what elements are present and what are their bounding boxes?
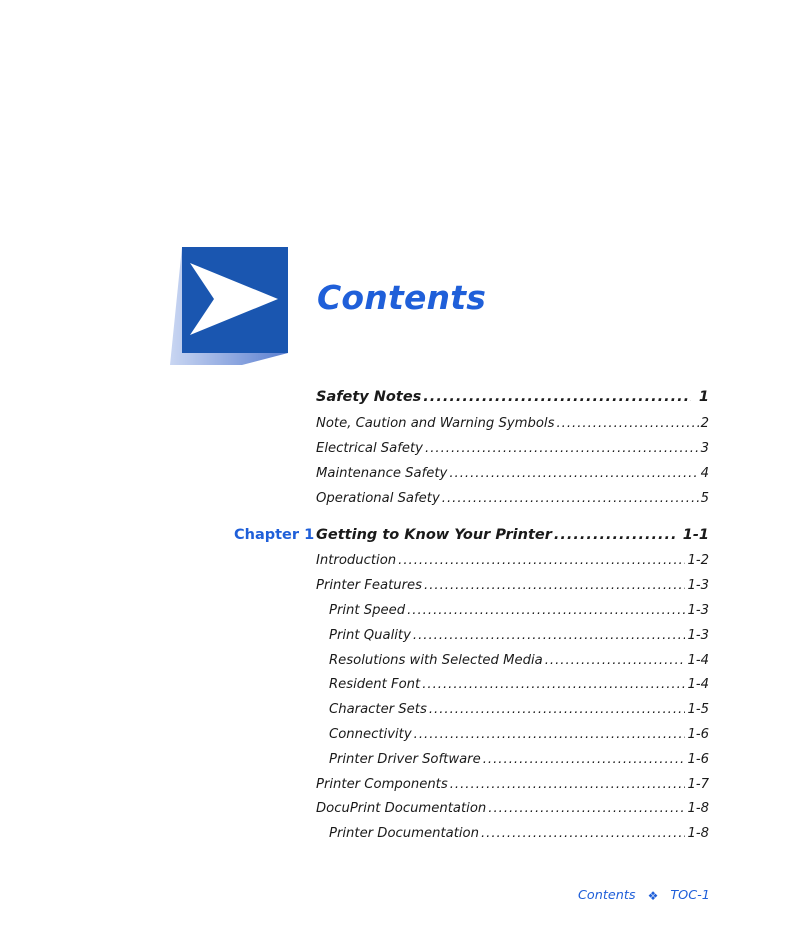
toc-entry[interactable] <box>329 702 709 720</box>
toc-entry[interactable] <box>316 578 709 596</box>
toc-entry[interactable] <box>316 466 709 484</box>
toc-entry-label: Print Quality <box>329 628 411 643</box>
toc-entry[interactable] <box>329 826 709 844</box>
toc-entry[interactable] <box>329 603 709 621</box>
toc-entry[interactable] <box>329 727 709 745</box>
dot-leader <box>481 826 685 841</box>
toc-entry[interactable] <box>316 389 709 409</box>
diamond-separator-icon: ❖ <box>647 888 659 903</box>
toc-entry-page: 1-1 <box>682 527 709 543</box>
toc-entry-label: Connectivity <box>329 727 412 742</box>
toc-entry-label: Operational Safety <box>316 491 440 506</box>
toc-entry-label: DocuPrint Documentation <box>316 801 487 816</box>
toc-entry-page: 1-8 <box>687 801 709 816</box>
toc-entry-label: Character Sets <box>329 702 427 717</box>
dot-leader <box>413 628 686 643</box>
arrow-logo-icon <box>170 247 288 365</box>
toc-entry-label: Note, Caution and Warning Symbols <box>316 416 555 431</box>
toc-entry-label: Resolutions with Selected Media <box>329 653 543 668</box>
toc-entry-page: 1-8 <box>687 826 709 841</box>
toc-entry-page: 1-5 <box>687 702 709 717</box>
dot-leader <box>398 553 685 568</box>
toc-entry-page: 1-6 <box>687 727 709 742</box>
toc-entry-label: Printer Components <box>316 777 448 792</box>
toc-entry-label: Safety Notes <box>316 389 422 405</box>
dot-leader <box>442 491 699 506</box>
dot-leader <box>407 603 685 618</box>
toc-entry-page: 5 <box>700 491 709 506</box>
toc-entry[interactable] <box>316 801 709 819</box>
footer-page-number: TOC-1 <box>670 888 710 903</box>
dot-leader <box>414 727 686 742</box>
dot-leader <box>423 389 691 405</box>
toc-entry-page: 2 <box>700 416 709 431</box>
dot-leader <box>483 752 686 767</box>
toc-entry-page: 4 <box>700 466 709 481</box>
dot-leader <box>450 777 686 792</box>
dot-leader <box>429 702 686 717</box>
dot-leader <box>449 466 698 481</box>
dot-leader <box>425 441 699 456</box>
toc-entry-label: Printer Features <box>316 578 423 593</box>
toc-entry[interactable] <box>316 553 709 571</box>
toc-entry-page: 1 <box>698 389 709 405</box>
toc-entry[interactable] <box>329 752 709 770</box>
dot-leader <box>554 527 675 543</box>
dot-leader <box>556 416 698 431</box>
toc-entry[interactable] <box>329 628 709 646</box>
dot-leader <box>545 653 686 668</box>
toc-entry-page: 1-4 <box>687 653 709 668</box>
dot-leader <box>424 578 685 593</box>
toc-entry-page: 1-4 <box>687 677 709 692</box>
toc-entry[interactable] <box>316 527 709 547</box>
toc-entry-page: 1-6 <box>687 752 709 767</box>
toc-entry-label: Introduction <box>316 553 397 568</box>
toc-entry-label: Resident Font <box>329 677 421 692</box>
toc-entry[interactable] <box>316 441 709 459</box>
toc-entry[interactable] <box>316 491 709 509</box>
toc-entry[interactable] <box>316 777 709 795</box>
toc-entry-page: 3 <box>700 441 709 456</box>
toc-entry-page: 1-3 <box>687 628 709 643</box>
toc-entry-label: Print Speed <box>329 603 406 618</box>
footer-section: Contents <box>578 888 636 903</box>
toc-entry-label: Getting to Know Your Printer <box>316 527 552 543</box>
toc-entry-page: 1-2 <box>687 553 709 568</box>
page-title: Contents <box>317 278 487 317</box>
toc-entry-label: Printer Driver Software <box>329 752 481 767</box>
chapter-label: Chapter 1 <box>234 527 315 543</box>
toc-entry-label: Electrical Safety <box>316 441 423 456</box>
toc-entry[interactable] <box>329 653 709 671</box>
toc-entry-label: Maintenance Safety <box>316 466 448 481</box>
toc-entry-page: 1-7 <box>687 777 709 792</box>
toc-entry-page: 1-3 <box>687 603 709 618</box>
toc-entry-label: Printer Documentation <box>329 826 479 841</box>
dot-leader <box>422 677 685 692</box>
toc-entry[interactable] <box>316 416 709 434</box>
toc-entry-page: 1-3 <box>687 578 709 593</box>
toc-entry[interactable] <box>329 677 709 695</box>
page-footer <box>578 888 710 903</box>
dot-leader <box>488 801 685 816</box>
